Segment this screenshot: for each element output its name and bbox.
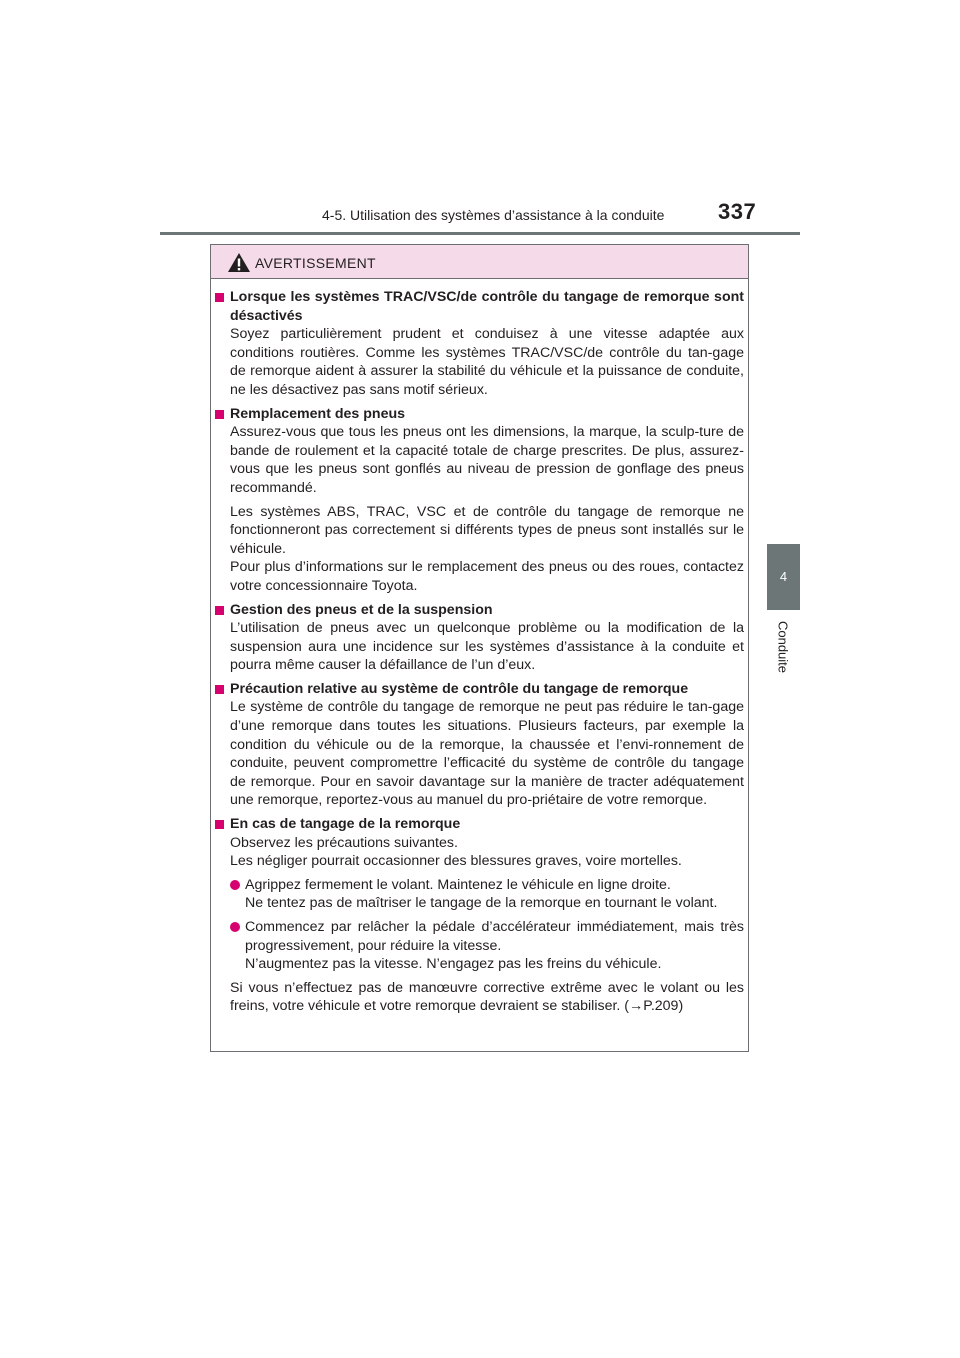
- section-heading: Lorsque les systèmes TRAC/VSC/de contrôle du tangage de remorque sont désactivés: [215, 288, 744, 325]
- section-heading: Gestion des pneus et de la suspension: [215, 601, 744, 620]
- page-number: 337: [718, 199, 757, 224]
- warning-section: [215, 288, 744, 400]
- paragraph: Si vous n’effectuez pas de manœuvre corrective extrême avec le volant ou les freins, votre véhicule et votre remorque devraient se stabiliser. (→P.209): [230, 979, 744, 1015]
- paragraph: Pour plus d’informations sur le remplacement des pneus ou des roues, contactez votre concessionnaire Toyota.: [230, 559, 744, 594]
- chapter-name: Conduite: [775, 620, 791, 674]
- square-bullet-icon: [215, 820, 224, 829]
- paragraph: Soyez particulièrement prudent et conduisez à une vitesse adaptée aux conditions routières. Comme les systèmes TRAC/VSC/de contrôle du tan-gage de remorque aident à assurer la stabilité du véhicule et la puissance de conduite, ne les désactivez pas sans motif sérieux.: [230, 326, 744, 398]
- warning-title: AVERTISSEMENT: [255, 255, 376, 271]
- warning-section: [215, 815, 744, 1016]
- paragraph: L’utilisation de pneus avec un quelconque problème ou la modification de la suspension aura une incidence sur les systèmes d’assistance à la conduite et pourra même causer la défaillance de l’un d’eux.: [230, 620, 744, 674]
- square-bullet-icon: [215, 293, 224, 302]
- warning-section: [215, 601, 744, 675]
- square-bullet-icon: [215, 685, 224, 694]
- section-heading: Remplacement des pneus: [215, 405, 744, 424]
- round-bullet-icon: [230, 922, 240, 932]
- section-title: 4-5. Utilisation des systèmes d’assistance à la conduite: [322, 207, 665, 223]
- warning-section: [215, 405, 744, 596]
- warning-header: [211, 245, 748, 279]
- warning-section: [215, 680, 744, 810]
- section-heading: En cas de tangage de la remorque: [215, 815, 744, 834]
- section-heading: Précaution relative au système de contrôle du tangage de remorque: [215, 680, 744, 699]
- square-bullet-icon: [215, 410, 224, 419]
- warning-triangle-icon: [228, 253, 250, 272]
- bullet-item: Agrippez fermement le volant. Maintenez le véhicule en ligne droite. Ne tentez pas de maîtriser le tangage de la remorque en tournant le volant.: [230, 876, 744, 913]
- paragraph: Le système de contrôle du tangage de remorque ne peut pas réduire le tan-gage d’une remorque dans toutes les situations. Plusieurs facteurs, par exemple la condition du véhicule ou de la remorque, la chaussée et l’envi-ronnement de conduite, peuvent compromettre l’efficacité du système de contrôle du tangage de remorque. Pour en savoir davantage sur la manière de tracter adéquatement une remorque, reportez-vous au manuel du pro-priétaire de votre remorque.: [230, 699, 744, 809]
- square-bullet-icon: [215, 606, 224, 615]
- header-divider: [160, 232, 800, 235]
- round-bullet-icon: [230, 880, 240, 890]
- warning-content: [211, 288, 750, 1021]
- warning-box: [210, 244, 749, 1052]
- paragraph: Les systèmes ABS, TRAC, VSC et de contrôle du tangage de remorque ne fonctionneront pas correctement si différents types de pneus sont installés sur le véhicule.: [230, 503, 744, 557]
- paragraph: Assurez-vous que tous les pneus ont les dimensions, la marque, la sculp-ture de bande de roulement et la capacité totale de charge prescrites. De plus, assurez-vous que les pneus sont gonflés au niveau de pression de gonflage des pneus recommandé.: [230, 424, 744, 496]
- bullet-item: Commencez par relâcher la pédale d’accélérateur immédiatement, mais très progressivement, pour réduire la vitesse. N’augmentez pas la vitesse. N’engagez pas les freins du véhicule.: [230, 918, 744, 974]
- paragraph: Observez les précautions suivantes. Les négliger pourrait occasionner des blessures graves, voire mortelles.: [230, 834, 682, 870]
- chapter-tab: 4: [767, 544, 800, 610]
